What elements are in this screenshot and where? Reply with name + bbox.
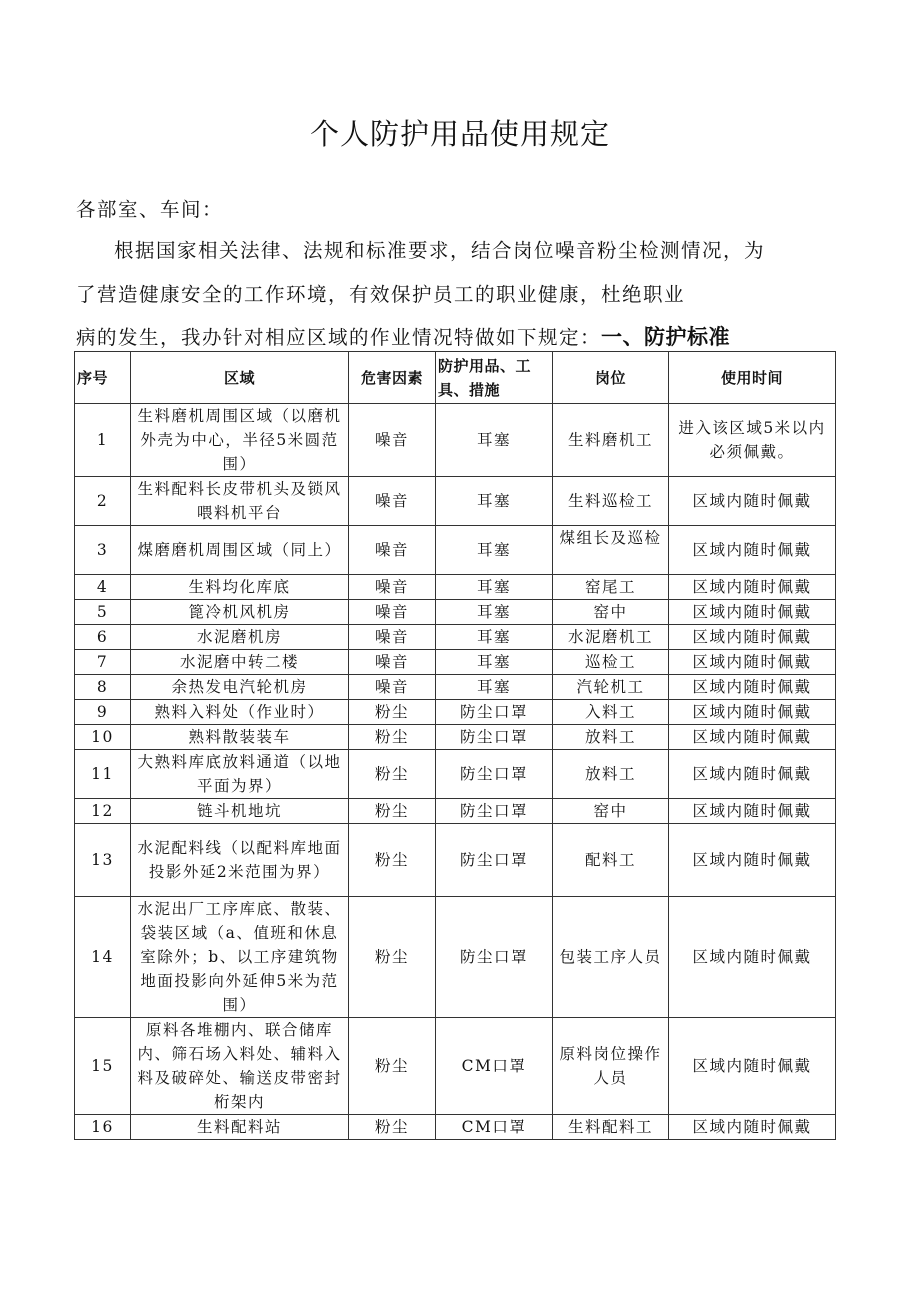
cell-post: 入料工 — [553, 700, 669, 725]
cell-area: 水泥配料线（以配料库地面投影外延2米范围为界） — [131, 824, 349, 897]
table-row — [75, 650, 836, 675]
cell-area: 煤磨磨机周围区域（同上） — [131, 526, 349, 575]
table-row — [75, 1018, 836, 1115]
cell-ppe: 防尘口罩 — [436, 750, 553, 799]
cell-ppe: 耳塞 — [436, 526, 553, 575]
cell-time: 区域内随时佩戴 — [669, 477, 836, 526]
cell-time: 区域内随时佩戴 — [669, 675, 836, 700]
cell-ppe: 耳塞 — [436, 404, 553, 477]
cell-time: 区域内随时佩戴 — [669, 1018, 836, 1115]
cell-ppe: 耳塞 — [436, 477, 553, 526]
cell-no: 2 — [75, 477, 131, 526]
cell-hazard: 粉尘 — [349, 725, 436, 750]
cell-ppe: 耳塞 — [436, 675, 553, 700]
cell-ppe: 耳塞 — [436, 625, 553, 650]
cell-hazard: 噪音 — [349, 526, 436, 575]
cell-hazard: 噪音 — [349, 650, 436, 675]
cell-hazard: 噪音 — [349, 575, 436, 600]
cell-time: 区域内随时佩戴 — [669, 824, 836, 897]
cell-post: 水泥磨机工 — [553, 625, 669, 650]
cell-post: 放料工 — [553, 750, 669, 799]
cell-no: 12 — [75, 799, 131, 824]
cell-time: 区域内随时佩戴 — [669, 625, 836, 650]
cell-no: 4 — [75, 575, 131, 600]
cell-ppe: CM口罩 — [436, 1115, 553, 1140]
cell-ppe: CM口罩 — [436, 1018, 553, 1115]
paragraph-line-2: 了营造健康安全的工作环境，有效保护员工的职业健康，杜绝职业 — [76, 283, 686, 306]
cell-no: 10 — [75, 725, 131, 750]
table-row — [75, 824, 836, 897]
header-area: 区域 — [131, 352, 349, 404]
cell-time: 区域内随时佩戴 — [669, 897, 836, 1018]
cell-hazard: 噪音 — [349, 477, 436, 526]
cell-time: 进入该区域5米以内必须佩戴。 — [669, 404, 836, 477]
table-row — [75, 725, 836, 750]
cell-time: 区域内随时佩戴 — [669, 725, 836, 750]
cell-hazard: 粉尘 — [349, 750, 436, 799]
salutation: 各部室、车间： — [76, 198, 224, 221]
cell-ppe: 耳塞 — [436, 650, 553, 675]
cell-time: 区域内随时佩戴 — [669, 526, 836, 575]
cell-area: 生料配料长皮带机头及锁风喂料机平台 — [131, 477, 349, 526]
cell-post: 放料工 — [553, 725, 669, 750]
cell-post: 煤组长及巡检 — [553, 526, 669, 575]
cell-post: 原料岗位操作人员 — [553, 1018, 669, 1115]
cell-area: 水泥磨中转二楼 — [131, 650, 349, 675]
cell-no: 7 — [75, 650, 131, 675]
cell-post: 包装工序人员 — [553, 897, 669, 1018]
cell-post: 汽轮机工 — [553, 675, 669, 700]
cell-no: 9 — [75, 700, 131, 725]
cell-area: 生料磨机周围区域（以磨机外壳为中心，半径5米圆范围） — [131, 404, 349, 477]
cell-hazard: 粉尘 — [349, 824, 436, 897]
table-row — [75, 625, 836, 650]
table-row — [75, 700, 836, 725]
cell-post: 生料巡检工 — [553, 477, 669, 526]
cell-ppe: 耳塞 — [436, 575, 553, 600]
header-hazard: 危害因素 — [349, 352, 436, 404]
cell-area: 生料配料站 — [131, 1115, 349, 1140]
table-row — [75, 675, 836, 700]
cell-hazard: 粉尘 — [349, 897, 436, 1018]
table-row — [75, 477, 836, 526]
cell-post: 配料工 — [553, 824, 669, 897]
table-row — [75, 404, 836, 477]
table-header-row — [75, 352, 836, 404]
cell-ppe: 防尘口罩 — [436, 725, 553, 750]
section-heading: 一、防护标准 — [601, 325, 731, 349]
cell-time: 区域内随时佩戴 — [669, 650, 836, 675]
cell-area: 篦冷机风机房 — [131, 600, 349, 625]
table-row — [75, 575, 836, 600]
cell-hazard: 粉尘 — [349, 1018, 436, 1115]
table-row — [75, 799, 836, 824]
cell-ppe: 防尘口罩 — [436, 824, 553, 897]
cell-area: 链斗机地坑 — [131, 799, 349, 824]
cell-no: 6 — [75, 625, 131, 650]
table-row — [75, 526, 836, 575]
cell-ppe: 防尘口罩 — [436, 799, 553, 824]
cell-area: 熟料散装装车 — [131, 725, 349, 750]
cell-hazard: 粉尘 — [349, 799, 436, 824]
cell-hazard: 粉尘 — [349, 1115, 436, 1140]
cell-time: 区域内随时佩戴 — [669, 1115, 836, 1140]
header-no: 序号 — [75, 352, 131, 404]
cell-no: 8 — [75, 675, 131, 700]
cell-post: 巡检工 — [553, 650, 669, 675]
cell-ppe: 防尘口罩 — [436, 897, 553, 1018]
cell-hazard: 噪音 — [349, 600, 436, 625]
cell-no: 16 — [75, 1115, 131, 1140]
header-ppe: 防护用品、工具、措施 — [436, 352, 553, 404]
cell-area: 原料各堆棚内、联合储库内、筛石场入料处、辅料入料及破碎处、输送皮带密封桁架内 — [131, 1018, 349, 1115]
cell-hazard: 噪音 — [349, 675, 436, 700]
cell-no: 1 — [75, 404, 131, 477]
paragraph-line-3-text: 病的发生，我办针对相应区域的作业情况特做如下规定： — [76, 326, 602, 349]
cell-time: 区域内随时佩戴 — [669, 600, 836, 625]
cell-area: 生料均化库底 — [131, 575, 349, 600]
cell-no: 15 — [75, 1018, 131, 1115]
cell-post: 窑中 — [553, 799, 669, 824]
cell-area: 水泥出厂工序库底、散装、袋装区域（a、值班和休息室除外；b、以工序建筑物地面投影向外延伸5米为范围） — [131, 897, 349, 1018]
protection-standard-table — [74, 351, 836, 1140]
paragraph-line-3 — [76, 321, 730, 351]
cell-post: 生料磨机工 — [553, 404, 669, 477]
paragraph-line-1: 根据国家相关法律、法规和标准要求，结合岗位噪音粉尘检测情况，为 — [114, 239, 766, 262]
page-title: 个人防护用品使用规定 — [309, 117, 610, 151]
cell-no: 11 — [75, 750, 131, 799]
cell-hazard: 噪音 — [349, 625, 436, 650]
cell-no: 5 — [75, 600, 131, 625]
header-time: 使用时间 — [669, 352, 836, 404]
table-row — [75, 600, 836, 625]
cell-time: 区域内随时佩戴 — [669, 799, 836, 824]
cell-area: 水泥磨机房 — [131, 625, 349, 650]
cell-time: 区域内随时佩戴 — [669, 575, 836, 600]
cell-post: 窑尾工 — [553, 575, 669, 600]
cell-post: 窑中 — [553, 600, 669, 625]
cell-area: 熟料入料处（作业时） — [131, 700, 349, 725]
header-post: 岗位 — [553, 352, 669, 404]
cell-area: 大熟料库底放料通道（以地平面为界） — [131, 750, 349, 799]
cell-no: 13 — [75, 824, 131, 897]
cell-time: 区域内随时佩戴 — [669, 700, 836, 725]
table-row — [75, 750, 836, 799]
cell-hazard: 噪音 — [349, 404, 436, 477]
table-row — [75, 897, 836, 1018]
cell-time: 区域内随时佩戴 — [669, 750, 836, 799]
cell-area: 余热发电汽轮机房 — [131, 675, 349, 700]
cell-ppe: 防尘口罩 — [436, 700, 553, 725]
cell-post: 生料配料工 — [553, 1115, 669, 1140]
cell-no: 3 — [75, 526, 131, 575]
table-row — [75, 1115, 836, 1140]
cell-no: 14 — [75, 897, 131, 1018]
cell-hazard: 粉尘 — [349, 700, 436, 725]
cell-ppe: 耳塞 — [436, 600, 553, 625]
